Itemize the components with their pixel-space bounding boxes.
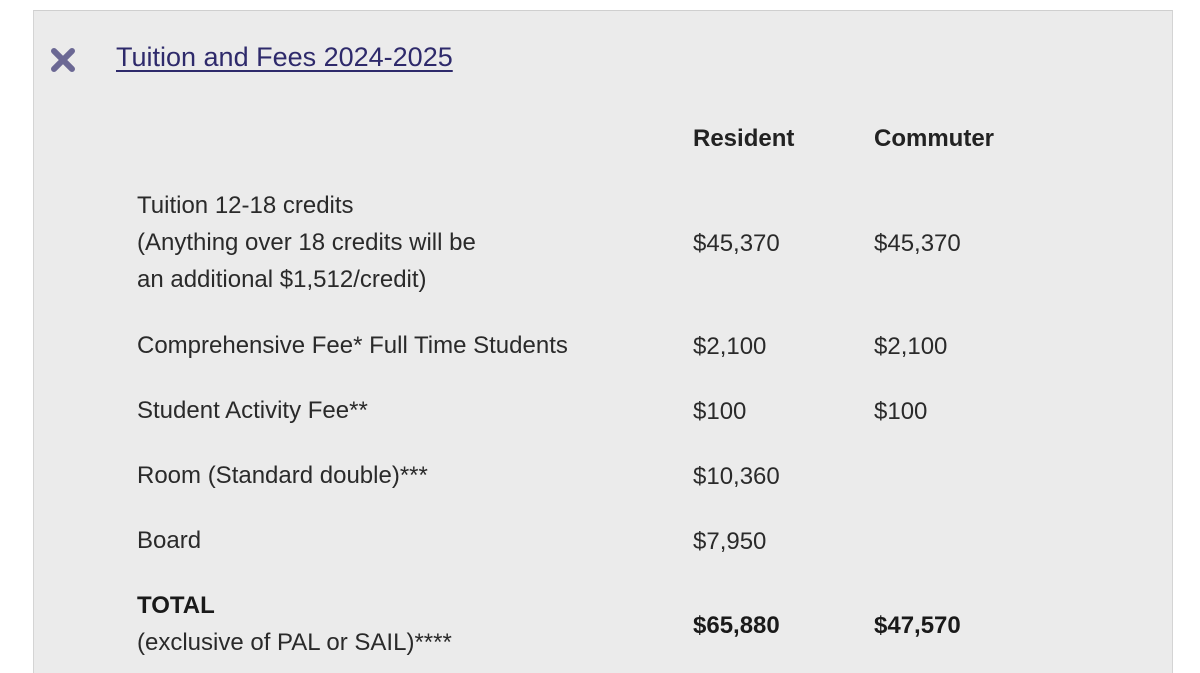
- row-label-total: [137, 587, 452, 661]
- row-label-line: Room (Standard double)***: [137, 462, 428, 489]
- row-label-line: (exclusive of PAL or SAIL)****: [137, 629, 452, 656]
- cell-comprehensive-fee-commuter: $2,100: [874, 333, 948, 360]
- cell-student-activity-fee-commuter: $100: [874, 398, 928, 425]
- row-label-line: Student Activity Fee**: [137, 397, 368, 424]
- row-label-line: Comprehensive Fee* Full Time Students: [137, 332, 568, 359]
- cell-tuition-resident: $45,370: [693, 230, 780, 257]
- cell-student-activity-fee-resident: $100: [693, 398, 747, 425]
- row-label-student-activity-fee: [137, 392, 368, 429]
- cell-total-commuter: $47,570: [874, 612, 961, 639]
- close-x-icon[interactable]: [50, 47, 76, 73]
- cell-tuition-commuter: $45,370: [874, 230, 961, 257]
- cell-board-resident: $7,950: [693, 528, 767, 555]
- row-label-room: [137, 457, 428, 494]
- row-label-line: (Anything over 18 credits will be: [137, 229, 476, 256]
- row-label-line: Tuition 12-18 credits: [137, 192, 354, 219]
- row-label-line-total: TOTAL: [137, 592, 215, 619]
- accordion-title-link[interactable]: Tuition and Fees 2024-2025: [116, 42, 453, 72]
- column-header-resident: Resident: [693, 125, 795, 152]
- row-label-board: [137, 522, 201, 559]
- row-label-line: Board: [137, 527, 202, 554]
- row-label-tuition: [137, 187, 476, 298]
- row-label-comprehensive-fee: [137, 327, 568, 364]
- column-header-commuter: Commuter: [874, 125, 995, 152]
- cell-room-resident: $10,360: [693, 463, 780, 490]
- cell-comprehensive-fee-resident: $2,100: [693, 333, 767, 360]
- cell-total-resident: $65,880: [693, 612, 780, 639]
- row-label-line: an additional $1,512/credit): [137, 266, 427, 293]
